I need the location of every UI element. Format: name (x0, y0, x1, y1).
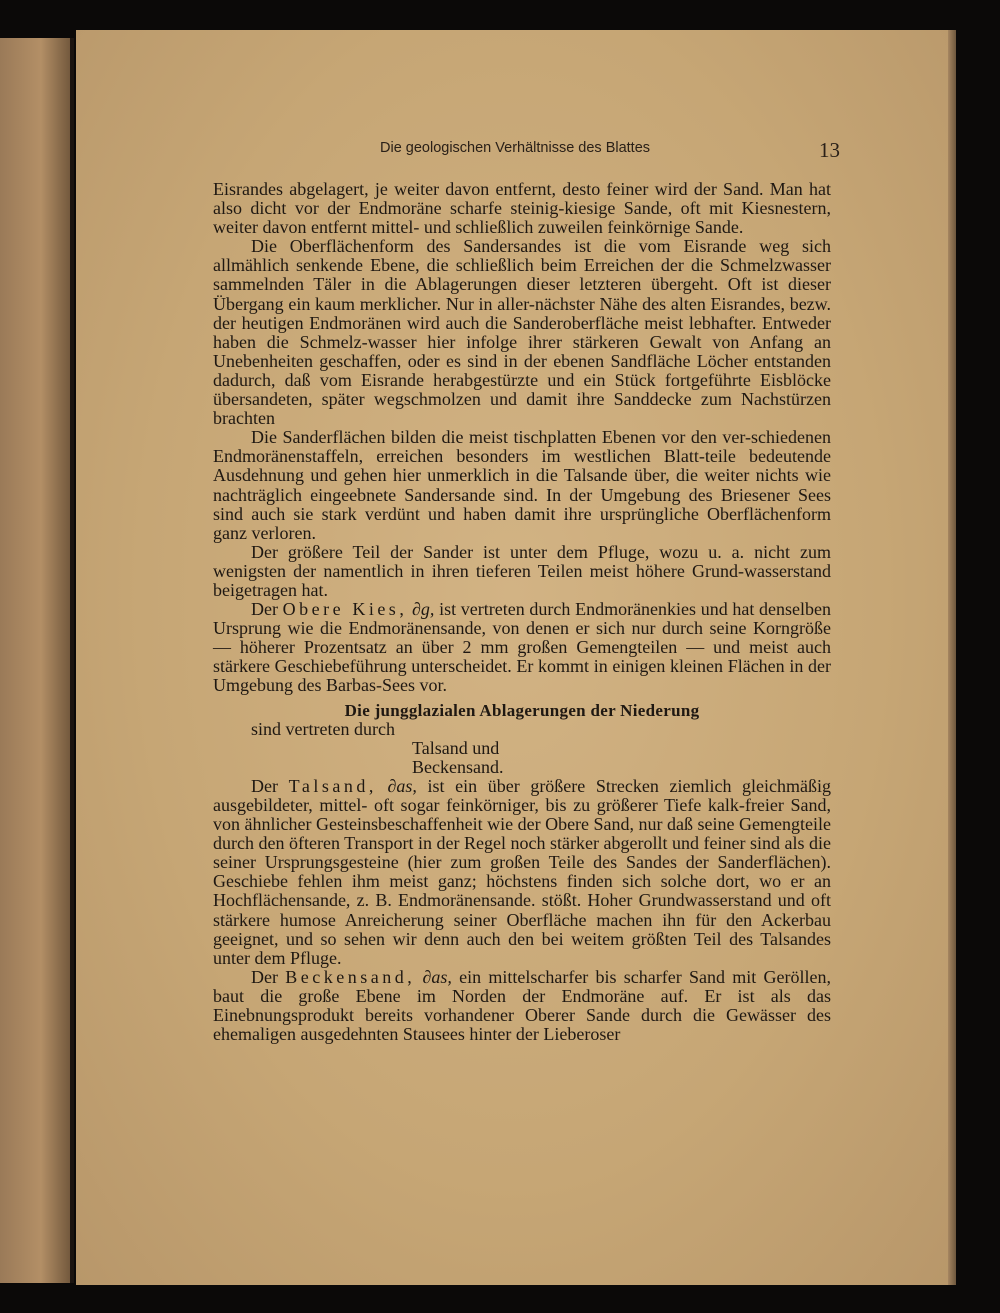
lead-word: Der (251, 966, 278, 987)
paragraph-5 (213, 600, 831, 695)
lead-word: Der (251, 599, 278, 620)
paragraph-3: Die Sanderflächen bilden die meist tischplatten Ebenen vor den ver-schiedenen Endmoränenstaffeln, erreichen besonders im westlichen Blatt-teile bedeutende Ausdehnung und gehen hier unmerklich in die Talsande über, die weiter nichts wie nachträglich eingeebnete Sandersande sind. In der Umgebung des Briesener Sees sind auch sie stark verdünt und haben damit ihre ursprüngliche Oberflächenform ganz verloren. (213, 427, 831, 543)
intro-line: sind vertreten durch (251, 718, 395, 739)
paragraph-5-text: ist vertreten durch Endmoränenkies und hat denselben Ursprung wie die Endmoränensande, von denen er sich nur durch seine Korngröße — höherer Prozentsatz an über 2 mm großen Gemengteilen — und meist auch stärkere Geschiebeführung unterscheidet. Er kommt in einigen kleinen Flächen in der Umgebung des Barbas-Sees vor. (213, 599, 832, 696)
map-symbol: ∂as, (422, 966, 452, 987)
paragraph-6 (213, 777, 831, 968)
paragraph-7 (213, 968, 831, 1044)
paragraph-7-text: ein mittelscharfer bis scharfer Sand mit Geröllen, baut die große Ebene im Norden der Endmoräne auf. Er ist als das Einebnungsprodukt bereits vorhandener Oberer Sande durch die Gewässer des ehemaligen ausgedehnten Stausees hinter der Lieberoser (213, 966, 831, 1045)
term-talsand: Talsand, (288, 775, 377, 796)
term-oberer-kies: Obere Kies, (282, 599, 408, 620)
running-title: Die geologischen Verhältnisse des Blattes (380, 140, 651, 156)
book-spine (0, 38, 74, 1283)
running-header (380, 140, 840, 166)
section-heading: Die jungglazialen Ablagerungen der Niederung (344, 700, 700, 720)
map-symbol: ∂as, (387, 775, 417, 796)
map-symbol: ∂g, (412, 599, 435, 620)
paragraph-2: Die Oberflächenform des Sandersandes ist die vom Eisrande weg sich allmählich senkende Ebene, die schließlich beim Erreichen der die Schmelzwasser sammelnden Täler in die Ablagerungen dieser letzteren übergeht. Oft ist dieser Übergang ein kaum merklicher. Nur in aller-nächster Nähe des alten Eisrandes, bezw. der heutigen Endmoränen wird auch die Sanderoberfläche meist lebhafter. Entweder haben die Schmelz-wasser hier infolge ihrer stärkeren Gewalt von Anfang an Unebenheiten geschaffen, oder es sind in der ebenen Sandfläche Löcher entstanden dadurch, daß vom Eisrande herabgestürzte und ein Stück fortgeführte Eisblöcke übersandeten, später wegschmolzen und damit ihre Sanddecke zum Nachstürzen brachten (213, 236, 831, 429)
body-text (213, 180, 831, 1150)
list-item: Talsand und (412, 737, 500, 758)
page-edge (948, 30, 956, 1285)
page-number: 13 (819, 138, 840, 162)
book-gutter (70, 38, 74, 1283)
paragraph-4: Der größere Teil der Sander ist unter dem Pfluge, wozu u. a. nicht zum wenigsten der namentlich in ihren tieferen Teilen meist höhere Grund-wasserstand beigetragen hat. (213, 541, 831, 600)
paragraph-1: Eisrandes abgelagert, je weiter davon entfernt, desto feiner wird der Sand. Man hat also dicht vor der Endmoräne scharfe steinig-kiesige Sande, oft mit Kiesnestern, weiter davon entfernt mittel- und schließlich zuweilen feinkörnige Sande. (213, 179, 831, 238)
deposit-list (213, 739, 831, 777)
lead-word: Der (251, 775, 278, 796)
list-item: Beckensand. (412, 756, 504, 777)
paragraph-6-text: ist ein über größere Strecken ziemlich gleichmäßig ausgebildeter, mittel- oft sogar feinkörniger, bis zu größerer Tiefe kalk-freier Sand, von ähnlicher Gesteinsbeschaffenheit wie der Obere Sand, nur daß seine Gemengteile durch den öfteren Transport in der Regel noch stärker abgerollt und feiner sind als die seiner Ursprungsgesteine (hier zum großen Teile des Sandes der Sanderflächen). Geschiebe fehlen ihm meist ganz; höchstens finden sich solche dort, wo er an Hochflächensande, z. B. Endmoränensande. stößt. Hoher Grundwasserstand und oft stärkere humose Anreicherung seiner Oberfläche machen ihn für den Ackerbau geeignet, und so sehen wir denn auch den bei weitem größten Teil des Talsandes unter dem Pfluge. (213, 775, 832, 968)
term-beckensand: Beckensand, (285, 966, 416, 987)
